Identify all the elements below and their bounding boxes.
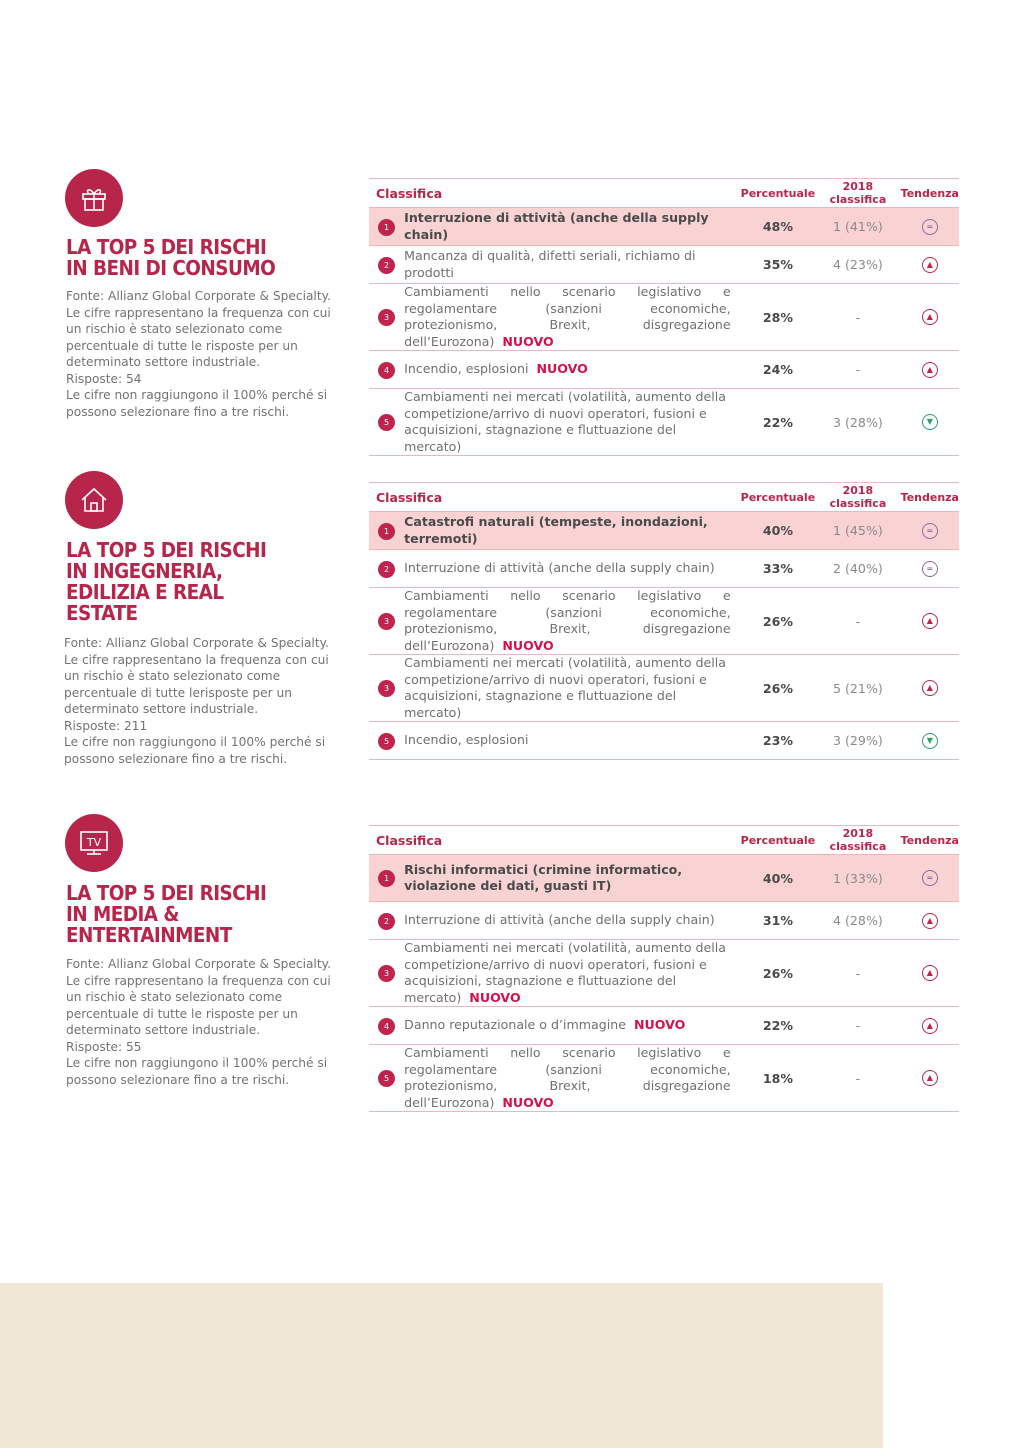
percent-cell: 22% — [741, 1007, 816, 1045]
trend-cell — [901, 655, 959, 722]
trend-up-icon: ▲ — [922, 680, 938, 696]
prev-rank-cell: - — [815, 351, 900, 389]
percent-cell: 31% — [741, 902, 816, 940]
risk-name-cell — [404, 1045, 741, 1112]
table-row — [369, 855, 959, 902]
rank-cell — [369, 284, 404, 351]
table-row — [369, 1045, 959, 1112]
percent-cell: 23% — [741, 722, 816, 760]
tv-icon — [65, 814, 123, 872]
table-row — [369, 512, 959, 550]
rank-cell — [369, 389, 404, 456]
column-header-trend: Tendenza — [901, 179, 959, 208]
prev-rank-cell: 1 (41%) — [815, 208, 900, 246]
risk-name-cell — [404, 284, 741, 351]
rank-badge: 2 — [378, 257, 395, 274]
prev-rank-cell: 3 (29%) — [815, 722, 900, 760]
trend-cell — [901, 246, 959, 284]
rank-cell — [369, 722, 404, 760]
rank-cell — [369, 208, 404, 246]
rank-badge: 3 — [378, 309, 395, 326]
new-badge: NUOVO — [502, 637, 554, 653]
trend-equal-icon: = — [922, 870, 938, 886]
rank-cell — [369, 351, 404, 389]
rank-badge: 1 — [378, 870, 395, 887]
table-header-row — [369, 483, 959, 512]
table-row — [369, 940, 959, 1007]
prev-rank-cell: 4 (23%) — [815, 246, 900, 284]
risk-name-cell — [404, 940, 741, 1007]
new-badge: NUOVO — [502, 333, 554, 349]
new-badge: NUOVO — [469, 989, 521, 1005]
risk-name-cell — [404, 655, 741, 722]
table-row — [369, 208, 959, 246]
risk-table — [369, 825, 959, 1112]
risk-name: Cambiamenti nei mercati (volatilità, aumento della competizione/arrivo di nuovi operatori, fusioni e acquisizioni, stagnazione e fluttuazione del mercato) — [404, 940, 726, 1005]
percent-cell: 40% — [741, 512, 816, 550]
section-title: LA TOP 5 DEI RISCHI IN BENI DI CONSUMO — [66, 235, 276, 280]
risk-name: Danno reputazionale o d’immagine — [404, 1017, 626, 1033]
prev-rank-cell: 3 (28%) — [815, 389, 900, 456]
table-row — [369, 550, 959, 588]
rank-cell — [369, 550, 404, 588]
risk-name: Rischi informatici (crimine informatico, violazione dei dati, guasti IT) — [404, 861, 683, 893]
column-header-prev: 2018 classifica — [815, 179, 900, 208]
rank-cell — [369, 588, 404, 655]
column-header-percent: Percentuale — [741, 179, 816, 208]
rank-badge: 5 — [378, 414, 395, 431]
trend-equal-icon: = — [922, 219, 938, 235]
section-description: Fonte: Allianz Global Corporate & Specialty. Le cifre rappresentano la frequenza con cui un rischio è stato selezionato come percentuale di tutte le risposte per un determinato settore industriale. Risposte: 55 Le cifre non raggiungono il 100% perché si possono selezionare fino a tre rischi. — [66, 957, 331, 1087]
risk-name: Cambiamenti nei mercati (volatilità, aumento della competizione/arrivo di nuovi operatori, fusioni e acquisizioni, stagnazione e fluttuazione del mercato) — [404, 655, 726, 720]
risk-name-cell — [404, 550, 741, 588]
percent-cell: 22% — [741, 389, 816, 456]
column-header-rank: Classifica — [369, 826, 741, 855]
prev-rank-cell: - — [815, 940, 900, 1007]
prev-rank-cell: 2 (40%) — [815, 550, 900, 588]
rank-badge: 3 — [378, 680, 395, 697]
percent-cell: 26% — [741, 940, 816, 1007]
column-header-trend: Tendenza — [901, 483, 959, 512]
trend-cell — [901, 512, 959, 550]
risk-name: Interruzione di attività (anche della supply chain) — [404, 560, 715, 576]
trend-cell — [901, 940, 959, 1007]
new-badge: NUOVO — [633, 1017, 686, 1033]
trend-equal-icon: = — [922, 523, 938, 539]
footer-band — [0, 1283, 883, 1448]
prev-rank-cell: 1 (33%) — [815, 855, 900, 902]
rank-cell — [369, 1045, 404, 1112]
risk-name-cell — [404, 588, 741, 655]
trend-cell — [901, 588, 959, 655]
section-title: LA TOP 5 DEI RISCHI IN MEDIA & ENTERTAINMENT — [66, 881, 267, 947]
rank-badge: 3 — [378, 613, 395, 630]
column-header-prev: 2018 classifica — [815, 483, 900, 512]
table-row — [369, 351, 959, 389]
column-header-rank: Classifica — [369, 179, 741, 208]
column-header-percent: Percentuale — [741, 826, 816, 855]
table-row — [369, 655, 959, 722]
table-row — [369, 284, 959, 351]
section-description: Fonte: Allianz Global Corporate & Specialty. Le cifre rappresentano la frequenza con cui un rischio è stato selezionato come percentuale di tutte le risposte per un determinato settore industriale. Risposte: 54 Le cifre non raggiungono il 100% perché si possono selezionare fino a tre rischi. — [66, 289, 331, 419]
percent-cell: 35% — [741, 246, 816, 284]
new-badge: NUOVO — [502, 1094, 554, 1110]
percent-cell: 18% — [741, 1045, 816, 1112]
rank-cell — [369, 940, 404, 1007]
risk-name: Incendio, esplosioni — [404, 361, 529, 377]
trend-cell — [901, 1007, 959, 1045]
table-row — [369, 722, 959, 760]
percent-cell: 40% — [741, 855, 816, 902]
table-row — [369, 902, 959, 940]
risk-name: Interruzione di attività (anche della supply chain) — [404, 210, 709, 242]
risk-name-cell — [404, 1007, 741, 1045]
table-header-row — [369, 826, 959, 855]
rank-badge: 5 — [378, 733, 395, 750]
rank-badge: 1 — [378, 219, 395, 236]
section-description: Fonte: Allianz Global Corporate & Specialty. Le cifre rappresentano la frequenza con cui un rischio è stato selezionato come percentuale di tutte lerisposte per un determinato settore industriale. Risposte: 211 Le cifre non raggiungono il 100% perché si possono selezionare fino a tre rischi. — [64, 636, 329, 766]
percent-cell: 26% — [741, 655, 816, 722]
risk-name: Cambiamenti nello scenario legislativo e regolamentare (sanzioni economiche, protezionismo, Brexit, disgregazione dell’Eurozona) — [404, 1045, 731, 1110]
trend-up-icon: ▲ — [922, 1070, 938, 1086]
risk-name-cell — [404, 902, 741, 940]
trend-equal-icon: = — [922, 561, 938, 577]
risk-name-cell — [404, 208, 741, 246]
column-header-percent: Percentuale — [741, 483, 816, 512]
svg-text:TV: TV — [86, 836, 102, 849]
prev-rank-cell: - — [815, 1007, 900, 1045]
prev-rank-cell: 4 (28%) — [815, 902, 900, 940]
risk-table — [369, 482, 959, 760]
trend-down-icon: ▼ — [922, 414, 938, 430]
trend-up-icon: ▲ — [922, 257, 938, 273]
trend-up-icon: ▲ — [922, 613, 938, 629]
rank-cell — [369, 246, 404, 284]
column-header-rank: Classifica — [369, 483, 741, 512]
percent-cell: 33% — [741, 550, 816, 588]
risk-name-cell — [404, 351, 741, 389]
table-row — [369, 1007, 959, 1045]
section-title: LA TOP 5 DEI RISCHI IN INGEGNERIA, EDILIZIA E REAL ESTATE — [66, 538, 267, 625]
trend-cell — [901, 722, 959, 760]
rank-badge: 1 — [378, 523, 395, 540]
trend-up-icon: ▲ — [922, 309, 938, 325]
risk-name: Cambiamenti nello scenario legislativo e regolamentare (sanzioni economiche, protezionismo, Brexit, disgregazione dell’Eurozona) — [404, 588, 731, 653]
trend-down-icon: ▼ — [922, 733, 938, 749]
prev-rank-cell: 1 (45%) — [815, 512, 900, 550]
rank-badge: 2 — [378, 913, 395, 930]
risk-name-cell — [404, 246, 741, 284]
column-header-trend: Tendenza — [901, 826, 959, 855]
risk-name-cell — [404, 722, 741, 760]
rank-cell — [369, 855, 404, 902]
table-row — [369, 389, 959, 456]
rank-cell — [369, 512, 404, 550]
trend-cell — [901, 902, 959, 940]
column-header-prev: 2018 classifica — [815, 826, 900, 855]
trend-cell — [901, 351, 959, 389]
percent-cell: 26% — [741, 588, 816, 655]
risk-name: Mancanza di qualità, difetti seriali, richiamo di prodotti — [404, 248, 696, 280]
rank-cell — [369, 1007, 404, 1045]
rank-badge: 2 — [378, 561, 395, 578]
risk-table — [369, 178, 959, 456]
rank-badge: 5 — [378, 1070, 395, 1087]
rank-cell — [369, 902, 404, 940]
trend-cell — [901, 550, 959, 588]
rank-cell — [369, 655, 404, 722]
percent-cell: 48% — [741, 208, 816, 246]
rank-badge: 4 — [378, 362, 395, 379]
table-header-row — [369, 179, 959, 208]
prev-rank-cell: - — [815, 284, 900, 351]
risk-name-cell — [404, 389, 741, 456]
trend-up-icon: ▲ — [922, 965, 938, 981]
trend-up-icon: ▲ — [922, 913, 938, 929]
prev-rank-cell: - — [815, 1045, 900, 1112]
table-row — [369, 588, 959, 655]
house-icon — [65, 471, 123, 529]
prev-rank-cell: - — [815, 588, 900, 655]
table-row — [369, 246, 959, 284]
trend-up-icon: ▲ — [922, 1018, 938, 1034]
rank-badge: 4 — [378, 1018, 395, 1035]
trend-up-icon: ▲ — [922, 362, 938, 378]
gift-icon — [65, 169, 123, 227]
trend-cell — [901, 208, 959, 246]
prev-rank-cell: 5 (21%) — [815, 655, 900, 722]
risk-name-cell — [404, 512, 741, 550]
risk-name: Catastrofi naturali (tempeste, inondazioni, terremoti) — [404, 514, 708, 546]
risk-name-cell — [404, 855, 741, 902]
risk-name: Interruzione di attività (anche della supply chain) — [404, 912, 715, 928]
trend-cell — [901, 1045, 959, 1112]
new-badge: NUOVO — [536, 361, 588, 377]
percent-cell: 28% — [741, 284, 816, 351]
rank-badge: 3 — [378, 965, 395, 982]
risk-name: Cambiamenti nei mercati (volatilità, aumento della competizione/arrivo di nuovi operatori, fusioni e acquisizioni, stagnazione e fluttuazione del mercato) — [404, 389, 726, 454]
trend-cell — [901, 284, 959, 351]
percent-cell: 24% — [741, 351, 816, 389]
trend-cell — [901, 389, 959, 456]
risk-name: Cambiamenti nello scenario legislativo e regolamentare (sanzioni economiche, protezionismo, Brexit, disgregazione dell’Eurozona) — [404, 284, 731, 349]
trend-cell — [901, 855, 959, 902]
risk-name: Incendio, esplosioni — [404, 732, 529, 748]
